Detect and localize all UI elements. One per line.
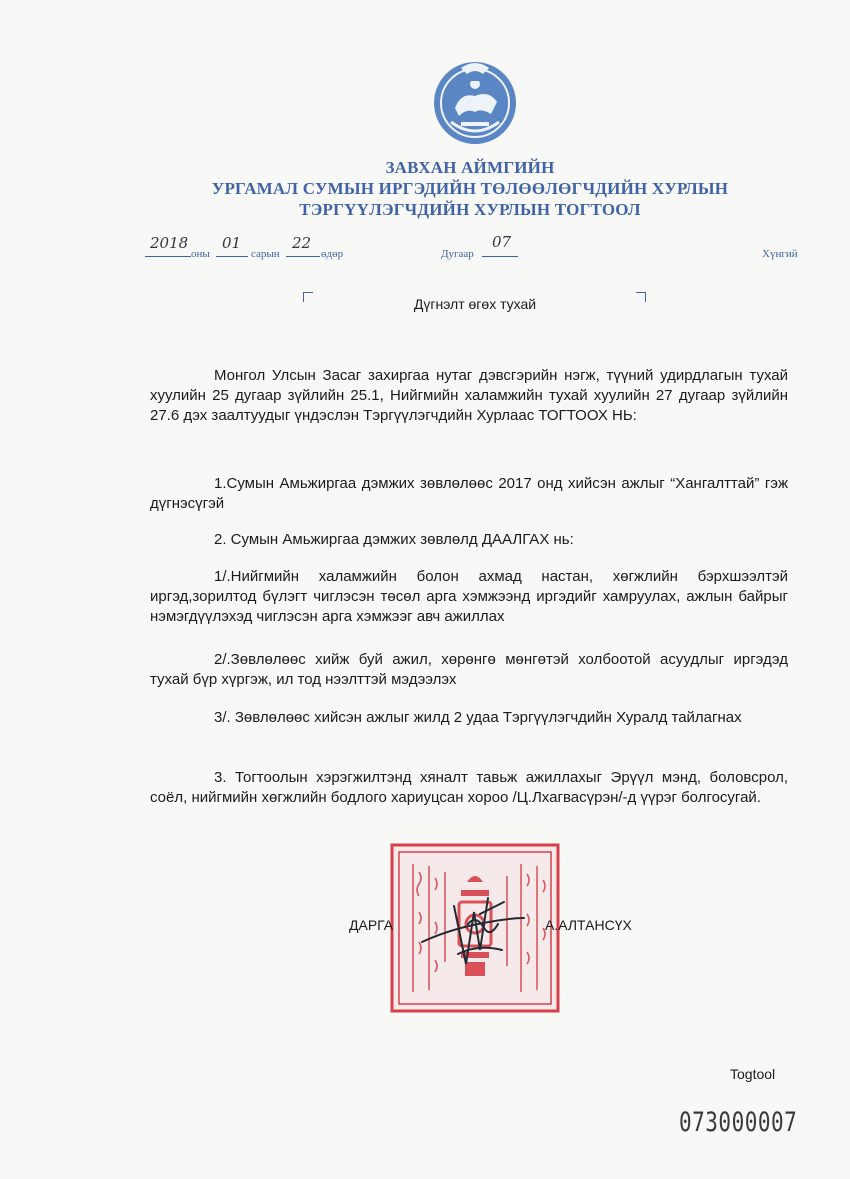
preamble-paragraph: Монгол Улсын Засаг захиргаа нутаг дэвсгэрийн нэгж, түүний удирдлагын тухай хуулийн 25 дугаар зүйлийн 25.1, Нийгмийн халамжийн тухай хуулийн 27 дугаар зүйлийн 27.6 дэх заалтуудыг үндэслэн Тэргүүлэгчдийн Хурлаас ТОГТООХ НЬ: [150, 367, 788, 424]
clause-2-item-3: 3/. Зөвлөлөөс хийсэн ажлыг жилд 2 удаа Тэргүүлэгчдийн Хуралд тайлагнах [214, 709, 742, 726]
clause-2-item-2: 2/.Зөвлөлөөс хийж буй ажил, хөрөнгө мөнгөтэй холбоотой асуудлыг иргэдэд тухай бүр хүргэж, ил тод нээлттэй мэдээлэх [150, 651, 788, 688]
document-type-tag: Togtool [730, 1066, 776, 1082]
date-day-label: өдөр [321, 248, 344, 260]
signatory-name: А.АЛТАНСҮХ [545, 917, 632, 933]
header-resolution-title: ТЭРГҮҮЛЭГЧДИЙН ХУРЛЫН ТОГТООЛ [299, 200, 641, 219]
clause-3: 3. Тогтоолын хэрэгжилтэнд хяналт тавьж ажиллахыг Эрүүл мэнд, боловсрол, соёл, нийгмийн хөгжлийн бодлого хариуцсан хороо /Ц.Лхагвасүрэн/-д үүрэг болгосугай. [150, 769, 788, 806]
date-day: 22 [292, 234, 312, 252]
handwritten-signature-icon [418, 884, 528, 969]
clause-1: 1.Сумын Амьжиргаа дэмжих зөвлөлөөс 2017 онд хийсэн ажлыг “Хангалттай” гэж дүгнэсүгэй [150, 475, 788, 512]
date-month-label: сарын [251, 248, 280, 260]
number-label: Дугаар [441, 248, 474, 260]
date-year-label: оны [191, 248, 210, 260]
header-aimag: ЗАВХАН АЙМГИЙН [385, 158, 555, 177]
header-council: УРГАМАЛ СУМЫН ИРГЭДИЙН ТӨЛӨӨЛӨГЧДИЙН ХУРЛЫН [211, 179, 729, 198]
number-underline [482, 256, 518, 257]
date-year: 2018 [150, 234, 189, 252]
clause-2: 2. Сумын Амьжиргаа дэмжих зөвлөлд ДААЛГАХ нь: [214, 531, 574, 548]
day-underline [286, 256, 320, 257]
resolution-subject: Дүгнэлт өгөх тухай [413, 296, 537, 312]
state-emblem-icon [431, 56, 519, 150]
place-name: Хүнгий [762, 248, 798, 260]
resolution-number: 07 [492, 233, 512, 251]
year-underline [145, 256, 191, 257]
signatory-title: ДАРГА [349, 917, 394, 933]
month-underline [216, 256, 248, 257]
clause-2-item-1: 1/.Нийгмийн халамжийн болон ахмад настан, хөгжлийн бэрхшээлтэй иргэд,зорилтод бүлэгт чиглэсэн төсөл арга хэмжээнд иргэдийг хамруулах, ажлын байрыг нэмэгдүүлэхэд чиглэсэн арга хэмжээг авч ажиллах [150, 568, 788, 625]
date-month: 01 [222, 234, 242, 252]
serial-number: 073000007 [679, 1107, 798, 1137]
